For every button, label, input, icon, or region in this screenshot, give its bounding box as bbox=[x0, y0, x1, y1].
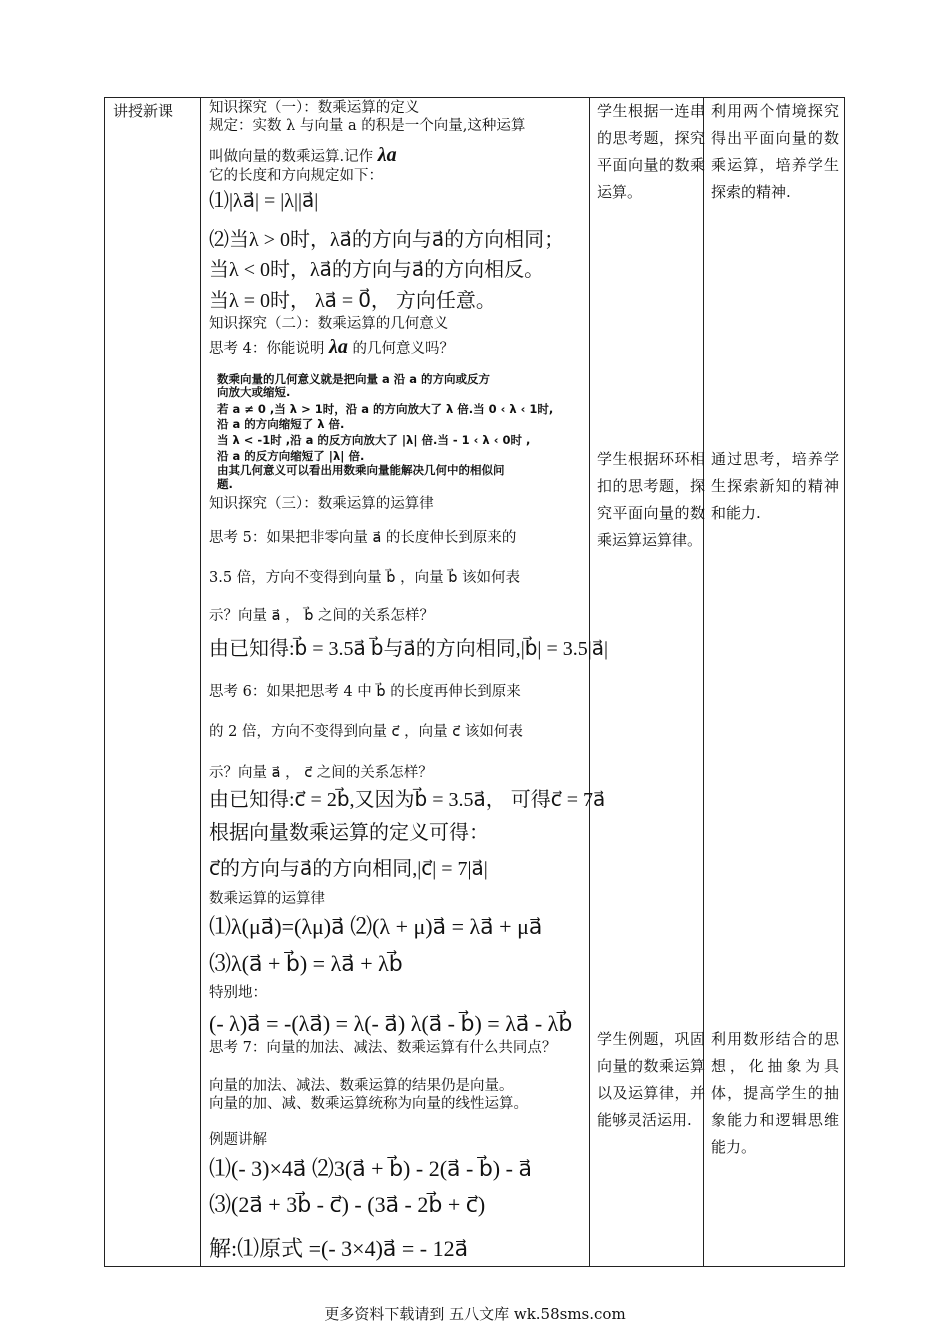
text-line: 它的长度和方向规定如下： bbox=[209, 168, 383, 184]
question-line: 3.5 倍，方向不变得到向量 b⃗ ，向量 b⃗ 该如何表 bbox=[209, 570, 521, 586]
formula: 当λ = 0时， λa⃗ = 0⃗， 方向任意。 bbox=[209, 290, 496, 312]
section-heading: 知识探究（一）：数乘运算的定义 bbox=[209, 100, 420, 116]
section-heading: 例题讲解 bbox=[209, 1132, 267, 1148]
question-line: 思考 5：如果把非零向量 a⃗ 的长度伸长到原来的 bbox=[209, 530, 517, 546]
stage-cell: 讲授新课 bbox=[113, 102, 174, 120]
note-line: 当 λ < -1时 ,沿 a 的反方向放大了 |λ| 倍.当 - 1 ‹ λ ‹ 0时 , bbox=[217, 433, 531, 447]
note-line: 沿 a 的方向缩短了 λ 倍. bbox=[217, 417, 345, 431]
text-line: 向量的加、减、数乘运算统称为向量的线性运算。 bbox=[209, 1096, 528, 1112]
formula: ⑴|λa⃗| = |λ||a⃗| bbox=[209, 190, 319, 212]
student-activity-1: 学生根据一连串的思考题，探究平面向量的数乘运算。 bbox=[597, 102, 705, 201]
lesson-table bbox=[104, 97, 845, 1267]
text-line: 数乘运算的运算律 bbox=[209, 891, 325, 907]
content-cell bbox=[209, 98, 608, 1266]
student-activity-3: 学生例题，巩固向量的数乘运算以及运算律，并能够灵活运用. bbox=[597, 1030, 705, 1129]
design-intent-2: 通过思考，培养学生探索新知的精神和能力. bbox=[711, 450, 839, 522]
formula: 由已知得:c⃗ = 2b⃗,又因为b⃗ = 3.5a⃗， 可得c⃗ = 7a⃗ bbox=[209, 789, 606, 811]
design-intent-1: 利用两个情境探究得出平面向量的数乘运算，培养学生探索的精神. bbox=[711, 102, 839, 201]
column-divider bbox=[589, 98, 590, 1266]
text-line: 向量的加法、减法、数乘运算的结果仍是向量。 bbox=[209, 1078, 514, 1094]
question-line: 思考 7：向量的加法、减法、数乘运算有什么共同点？ bbox=[209, 1040, 557, 1056]
question-line: 示？向量 a⃗ ， b⃗ 之间的关系怎样？ bbox=[209, 608, 435, 624]
section-heading: 知识探究（三）：数乘运算的运算律 bbox=[209, 496, 434, 512]
formula: 根据向量数乘运算的定义可得： bbox=[209, 822, 489, 844]
footer-text: 更多资料下载请到 五八文库 wk.58sms.com bbox=[324, 1305, 626, 1323]
note-line: 沿 a 的反方向缩短了 |λ| 倍. bbox=[217, 449, 365, 463]
question-line: 示？向量 a⃗ ， c⃗ 之间的关系怎样？ bbox=[209, 765, 433, 781]
question-line: 思考 4：你能说明 λa 的几何意义吗？ bbox=[209, 336, 454, 358]
formula: c⃗的方向与a⃗的方向相同,|c⃗| = 7|a⃗| bbox=[209, 858, 488, 880]
note-line: 由其几何意义可以看出用数乘向量能解决几何中的相似问 bbox=[217, 463, 505, 477]
formula: ⑵当λ > 0时，λa⃗的方向与a⃗的方向相同； bbox=[209, 229, 565, 251]
formula: 解:⑴原式 =(- 3×4)a⃗ = - 12a⃗ bbox=[209, 1236, 469, 1261]
formula: ⑶(2a⃗ + 3b⃗ - c⃗) - (3a⃗ - 2b⃗ + c⃗) bbox=[209, 1192, 486, 1217]
formula: ⑴λ(μa⃗)=(λμ)a⃗ ⑵(λ + μ)a⃗ = λa⃗ + μa⃗ bbox=[209, 914, 543, 939]
note-line: 若 a ≠ 0 ,当 λ > 1时，沿 a 的方向放大了 λ 倍.当 0 ‹ λ ‹ 1时, bbox=[217, 402, 554, 416]
note-line: 数乘向量的几何意义就是把向量 a 沿 a 的方向或反方 bbox=[217, 372, 491, 386]
formula: 当λ < 0时，λa⃗的方向与a⃗的方向相反。 bbox=[209, 259, 545, 281]
formula: ⑴(- 3)×4a⃗ ⑵3(a⃗ + b⃗) - 2(a⃗ - b⃗) - a⃗ bbox=[209, 1156, 532, 1181]
note-line: 向放大或缩短. bbox=[217, 385, 291, 399]
column-divider bbox=[200, 98, 201, 1266]
formula: 由已知得:b⃗ = 3.5a⃗ b⃗与a⃗的方向相同,|b⃗| = 3.5|a⃗| bbox=[209, 638, 608, 660]
text-line: 规定：实数 λ 与向量 a 的积是一个向量,这种运算 bbox=[209, 118, 526, 134]
formula: (- λ)a⃗ = -(λa⃗) = λ(- a⃗) λ(a⃗ - b⃗) = λa⃗ - λb⃗ bbox=[209, 1011, 573, 1036]
question-line: 的 2 倍，方向不变得到向量 c⃗ ，向量 c⃗ 该如何表 bbox=[209, 724, 523, 740]
note-line: 题. bbox=[217, 477, 233, 491]
section-heading: 知识探究（二）：数乘运算的几何意义 bbox=[209, 316, 449, 332]
design-intent-3: 利用数形结合的思想，化抽象为具体，提高学生的抽象能力和逻辑思维能力。 bbox=[711, 1030, 839, 1156]
student-activity-2: 学生根据环环相扣的思考题，探究平面向量的数乘运算运算律。 bbox=[597, 450, 705, 549]
formula: ⑶λ(a⃗ + b⃗) = λa⃗ + λb⃗ bbox=[209, 951, 403, 976]
question-line: 思考 6：如果把思考 4 中 b⃗ 的长度再伸长到原来 bbox=[209, 684, 521, 700]
text-line: 叫做向量的数乘运算.记作 λa bbox=[209, 144, 397, 166]
text-line: 特别地： bbox=[209, 985, 267, 1001]
